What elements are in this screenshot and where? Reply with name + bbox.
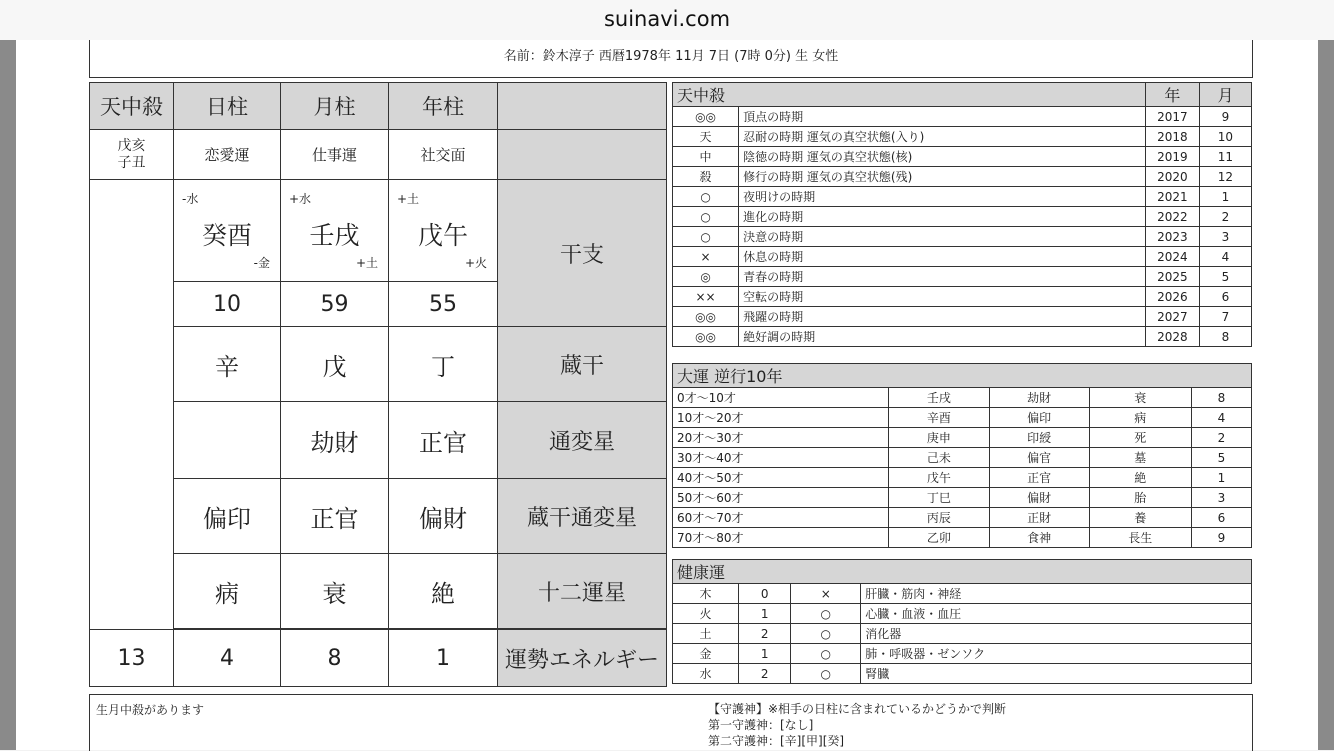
number-month: 59 xyxy=(281,282,389,327)
taiun-row-cell: 胎 xyxy=(1089,488,1191,508)
kanshi-day-top: -水 xyxy=(182,192,199,206)
tenchusatsu-table xyxy=(672,82,1252,347)
header-getchu: 月柱 xyxy=(281,83,389,130)
blank-gray xyxy=(498,130,667,180)
kenko-row xyxy=(673,604,1252,624)
kanshi-day-bottom: -金 xyxy=(253,256,270,270)
junisei-month: 衰 xyxy=(281,554,389,629)
header-tenchusatsu: 天中殺 xyxy=(90,83,174,130)
tenchu-month-header: 月 xyxy=(1199,83,1251,107)
taiun-row xyxy=(673,468,1252,488)
meishiki-table xyxy=(89,82,667,687)
kanshi-month-bottom: +土 xyxy=(355,256,378,270)
tenchusatsu-line-1: 戊亥 xyxy=(117,137,146,154)
kenko-row xyxy=(673,664,1252,684)
left-margin xyxy=(0,40,16,750)
zokan-tsuhen-year: 偏財 xyxy=(389,479,498,554)
kanshi-month xyxy=(281,180,389,282)
energy-year: 1 xyxy=(389,630,498,687)
taiun-row xyxy=(673,388,1252,408)
taiun-row-cell: 壬戌 xyxy=(889,388,989,408)
kenko-row xyxy=(673,584,1252,604)
fortune-social: 社交面 xyxy=(389,130,498,180)
taiun-row xyxy=(673,408,1252,428)
taiun-row-cell: 正官 xyxy=(989,468,1089,488)
energy-month: 8 xyxy=(281,630,389,687)
taiun-row-cell: 丙辰 xyxy=(889,508,989,528)
kanshi-day xyxy=(174,180,281,282)
taiun-row-cell: 8 xyxy=(1191,388,1251,408)
kenko-row-cell: 1 xyxy=(739,644,791,664)
kenko-row-cell: 火 xyxy=(673,604,739,624)
taiun-row xyxy=(673,488,1252,508)
tenchu-row-cell: 休息の時期 xyxy=(739,247,1146,267)
tenchu-row-cell: 絶好調の時期 xyxy=(739,327,1146,347)
tenchu-row-cell: 陰徳の時期 運気の真空状態(核) xyxy=(739,147,1146,167)
tenchu-row-cell: ◎◎ xyxy=(673,107,739,127)
tenchu-row xyxy=(673,207,1252,227)
kanshi-month-main: 壬戌 xyxy=(309,221,360,250)
zokan-month: 戊 xyxy=(281,327,389,402)
tenchu-row-cell: 2028 xyxy=(1145,327,1199,347)
tsuhen-label: 通変星 xyxy=(498,402,667,479)
kanshi-year-bottom: +火 xyxy=(464,256,487,270)
tenchu-row-cell: 2023 xyxy=(1145,227,1199,247)
taiun-row-cell: 己未 xyxy=(889,448,989,468)
tenchu-row xyxy=(673,287,1252,307)
tenchusatsu-empty xyxy=(90,180,174,630)
tenchu-row-cell: 飛躍の時期 xyxy=(739,307,1146,327)
taiun-row-cell: 庚申 xyxy=(889,428,989,448)
taiun-row-cell: 乙卯 xyxy=(889,528,989,548)
taiun-row-cell: 60才～70才 xyxy=(673,508,889,528)
taiun-row-cell: 0才～10才 xyxy=(673,388,889,408)
kanshi-month-top: +水 xyxy=(289,192,312,206)
taiun-row-cell: 印綬 xyxy=(989,428,1089,448)
kenko-row-cell: 腎臓 xyxy=(861,664,1252,684)
tenchu-row-cell: 5 xyxy=(1199,267,1251,287)
taiun-row xyxy=(673,528,1252,548)
tenchu-row-cell: 1 xyxy=(1199,187,1251,207)
tenchu-row-cell: ◎◎ xyxy=(673,307,739,327)
tenchu-row-cell: 2025 xyxy=(1145,267,1199,287)
energy-day: 4 xyxy=(174,630,281,687)
kenko-row xyxy=(673,624,1252,644)
taiun-row-cell: 正財 xyxy=(989,508,1089,528)
tenchu-row-cell: 4 xyxy=(1199,247,1251,267)
kenko-row-cell: 消化器 xyxy=(861,624,1252,644)
tenchu-row-cell: ◎◎ xyxy=(673,327,739,347)
number-day: 10 xyxy=(174,282,281,327)
tenchu-row-cell: 修行の時期 運気の真空状態(残) xyxy=(739,167,1146,187)
junisei-label: 十二運星 xyxy=(498,554,667,629)
tenchu-row-cell: 10 xyxy=(1199,127,1251,147)
tenchu-row-cell: 2022 xyxy=(1145,207,1199,227)
tenchu-row xyxy=(673,327,1252,347)
tenchu-row-cell: 2024 xyxy=(1145,247,1199,267)
zokan-year: 丁 xyxy=(389,327,498,402)
tenchusatsu-line-2: 子丑 xyxy=(117,154,146,171)
taiun-row xyxy=(673,428,1252,448)
kenko-row-cell: 肺・呼吸器・ゼンソク xyxy=(861,644,1252,664)
tenchu-row-cell: 空転の時期 xyxy=(739,287,1146,307)
header-nichichu: 日柱 xyxy=(174,83,281,130)
right-margin xyxy=(1318,40,1334,750)
taiun-row-cell: 病 xyxy=(1089,408,1191,428)
profile-line: 名前：鈴木淳子 西暦1978年 11月 7日 (7時 0分) 生 女性 xyxy=(89,40,1253,78)
kenko-row-cell: 2 xyxy=(739,624,791,644)
taiun-row-cell: 長生 xyxy=(1089,528,1191,548)
url-text[interactable]: suinavi.com xyxy=(603,7,731,31)
taiun-row-cell: 30才～40才 xyxy=(673,448,889,468)
taiun-row-cell: 偏印 xyxy=(989,408,1089,428)
tenchu-row xyxy=(673,147,1252,167)
tenchu-row-cell: 進化の時期 xyxy=(739,207,1146,227)
tsuhen-month: 劫財 xyxy=(281,402,389,479)
tenchu-row-cell: 6 xyxy=(1199,287,1251,307)
tenchu-row-cell: 忍耐の時期 運気の真空状態(入り) xyxy=(739,127,1146,147)
tenchu-row-cell: 青春の時期 xyxy=(739,267,1146,287)
tenchu-row-cell: ○ xyxy=(673,207,739,227)
junisei-day: 病 xyxy=(174,554,281,629)
kenko-row-cell: 2 xyxy=(739,664,791,684)
taiun-row-cell: 1 xyxy=(1191,468,1251,488)
tenchu-row-cell: 2018 xyxy=(1145,127,1199,147)
shugoshin-second: 第二守護神：[辛][甲][癸] xyxy=(708,734,845,748)
kanshi-year xyxy=(389,180,498,282)
tenchu-row xyxy=(673,307,1252,327)
taiun-table xyxy=(672,363,1252,548)
tenchu-row-cell: 2020 xyxy=(1145,167,1199,187)
tenchu-row xyxy=(673,267,1252,287)
taiun-row-cell: 偏官 xyxy=(989,448,1089,468)
junisei-year: 絶 xyxy=(389,554,498,629)
taiun-row-cell: 絶 xyxy=(1089,468,1191,488)
tenchu-row-cell: 2021 xyxy=(1145,187,1199,207)
taiun-row-cell: 6 xyxy=(1191,508,1251,528)
taiun-row-cell: 2 xyxy=(1191,428,1251,448)
tenchu-row-cell: ○ xyxy=(673,187,739,207)
shugoshin-block xyxy=(708,701,1006,749)
kanshi-year-top: +土 xyxy=(397,192,420,206)
taiun-row-cell: 衰 xyxy=(1089,388,1191,408)
kenko-row-cell: 肝臓・筋肉・神経 xyxy=(861,584,1252,604)
zokan-tsuhen-label: 蔵干通変星 xyxy=(498,479,667,554)
taiun-row-cell: 10才～20才 xyxy=(673,408,889,428)
taiun-title: 大運 逆行10年 xyxy=(673,364,1252,388)
tenchu-row-cell: 2026 xyxy=(1145,287,1199,307)
kanshi-label: 干支 xyxy=(498,180,667,327)
tenchu-row-cell: 決意の時期 xyxy=(739,227,1146,247)
tenchu-row-cell: ◎ xyxy=(673,267,739,287)
footer-notes xyxy=(89,694,1253,751)
tsuhen-day xyxy=(174,402,281,479)
kenko-row-cell: ○ xyxy=(791,644,861,664)
taiun-row-cell: 9 xyxy=(1191,528,1251,548)
taiun-row-cell: 40才～50才 xyxy=(673,468,889,488)
taiun-row-cell: 食神 xyxy=(989,528,1089,548)
taiun-row-cell: 劫財 xyxy=(989,388,1089,408)
tenchu-row-cell: 9 xyxy=(1199,107,1251,127)
tenchu-row-cell: 天 xyxy=(673,127,739,147)
kenko-table xyxy=(672,559,1252,684)
tenchu-row xyxy=(673,107,1252,127)
kanshi-year-main: 戊午 xyxy=(417,221,468,250)
tenchu-row-cell: 3 xyxy=(1199,227,1251,247)
energy-total: 13 xyxy=(90,630,174,687)
tenchu-row-cell: 2027 xyxy=(1145,307,1199,327)
kenko-row-cell: 心臓・血液・血圧 xyxy=(861,604,1252,624)
taiun-row-cell: 丁巳 xyxy=(889,488,989,508)
taiun-row-cell: 50才～60才 xyxy=(673,488,889,508)
taiun-row xyxy=(673,508,1252,528)
kenko-row xyxy=(673,644,1252,664)
kenko-row-cell: 金 xyxy=(673,644,739,664)
kenko-row-cell: 木 xyxy=(673,584,739,604)
taiun-row-cell: 戊午 xyxy=(889,468,989,488)
taiun-row-cell: 偏財 xyxy=(989,488,1089,508)
kenko-title: 健康運 xyxy=(673,560,1252,584)
tenchu-row-cell: 2017 xyxy=(1145,107,1199,127)
taiun-row-cell: 20才～30才 xyxy=(673,428,889,448)
tenchu-row xyxy=(673,227,1252,247)
tenchu-row-cell: 2019 xyxy=(1145,147,1199,167)
tenchu-row-cell: ○ xyxy=(673,227,739,247)
shugoshin-title: 【守護神】※相手の日柱に含まれているかどうかで判断 xyxy=(708,702,1007,716)
shugoshin-first: 第一守護神：[なし] xyxy=(708,718,814,732)
kenko-row-cell: ○ xyxy=(791,604,861,624)
number-year: 55 xyxy=(389,282,498,327)
header-nenchu: 年柱 xyxy=(389,83,498,130)
energy-label: 運勢エネルギー xyxy=(498,630,667,687)
tenchu-row-cell: × xyxy=(673,247,739,267)
taiun-row xyxy=(673,448,1252,468)
taiun-row-cell: 4 xyxy=(1191,408,1251,428)
zokan-tsuhen-day: 偏印 xyxy=(174,479,281,554)
tenchu-row xyxy=(673,187,1252,207)
tenchu-row-cell: 頂点の時期 xyxy=(739,107,1146,127)
tsuhen-year: 正官 xyxy=(389,402,498,479)
tenchu-row xyxy=(673,167,1252,187)
tenchu-row-cell: 中 xyxy=(673,147,739,167)
kenko-row-cell: 1 xyxy=(739,604,791,624)
zokan-label: 蔵干 xyxy=(498,327,667,402)
fortune-work: 仕事運 xyxy=(281,130,389,180)
taiun-row-cell: 5 xyxy=(1191,448,1251,468)
kenko-row-cell: ○ xyxy=(791,664,861,684)
taiun-row-cell: 70才～80才 xyxy=(673,528,889,548)
taiun-row-cell: 3 xyxy=(1191,488,1251,508)
tenchu-row-cell: 7 xyxy=(1199,307,1251,327)
tenchu-row-cell: 2 xyxy=(1199,207,1251,227)
kenko-row-cell: 水 xyxy=(673,664,739,684)
footer-left-note: 生月中殺があります xyxy=(96,703,205,717)
zokan-day: 辛 xyxy=(174,327,281,402)
tenchu-year-header: 年 xyxy=(1145,83,1199,107)
taiun-row-cell: 養 xyxy=(1089,508,1191,528)
tenchu-row-cell: 殺 xyxy=(673,167,739,187)
tenchu-row-cell: 12 xyxy=(1199,167,1251,187)
kenko-row-cell: 0 xyxy=(739,584,791,604)
kenko-row-cell: 土 xyxy=(673,624,739,644)
tenchu-title: 天中殺 xyxy=(673,83,1146,107)
header-blank xyxy=(498,83,667,130)
browser-address-bar[interactable] xyxy=(0,0,1334,41)
kenko-row-cell: ○ xyxy=(791,624,861,644)
tenchu-row xyxy=(673,247,1252,267)
tenchusatsu-cell xyxy=(90,130,174,180)
tenchu-row xyxy=(673,127,1252,147)
tenchu-row-cell: 夜明けの時期 xyxy=(739,187,1146,207)
zokan-tsuhen-month: 正官 xyxy=(281,479,389,554)
kanshi-day-main: 癸酉 xyxy=(201,221,252,250)
tenchu-row-cell: ×× xyxy=(673,287,739,307)
fortune-love: 恋愛運 xyxy=(174,130,281,180)
taiun-row-cell: 辛酉 xyxy=(889,408,989,428)
tenchu-row-cell: 8 xyxy=(1199,327,1251,347)
kenko-row-cell: × xyxy=(791,584,861,604)
taiun-row-cell: 墓 xyxy=(1089,448,1191,468)
taiun-row-cell: 死 xyxy=(1089,428,1191,448)
tenchu-row-cell: 11 xyxy=(1199,147,1251,167)
